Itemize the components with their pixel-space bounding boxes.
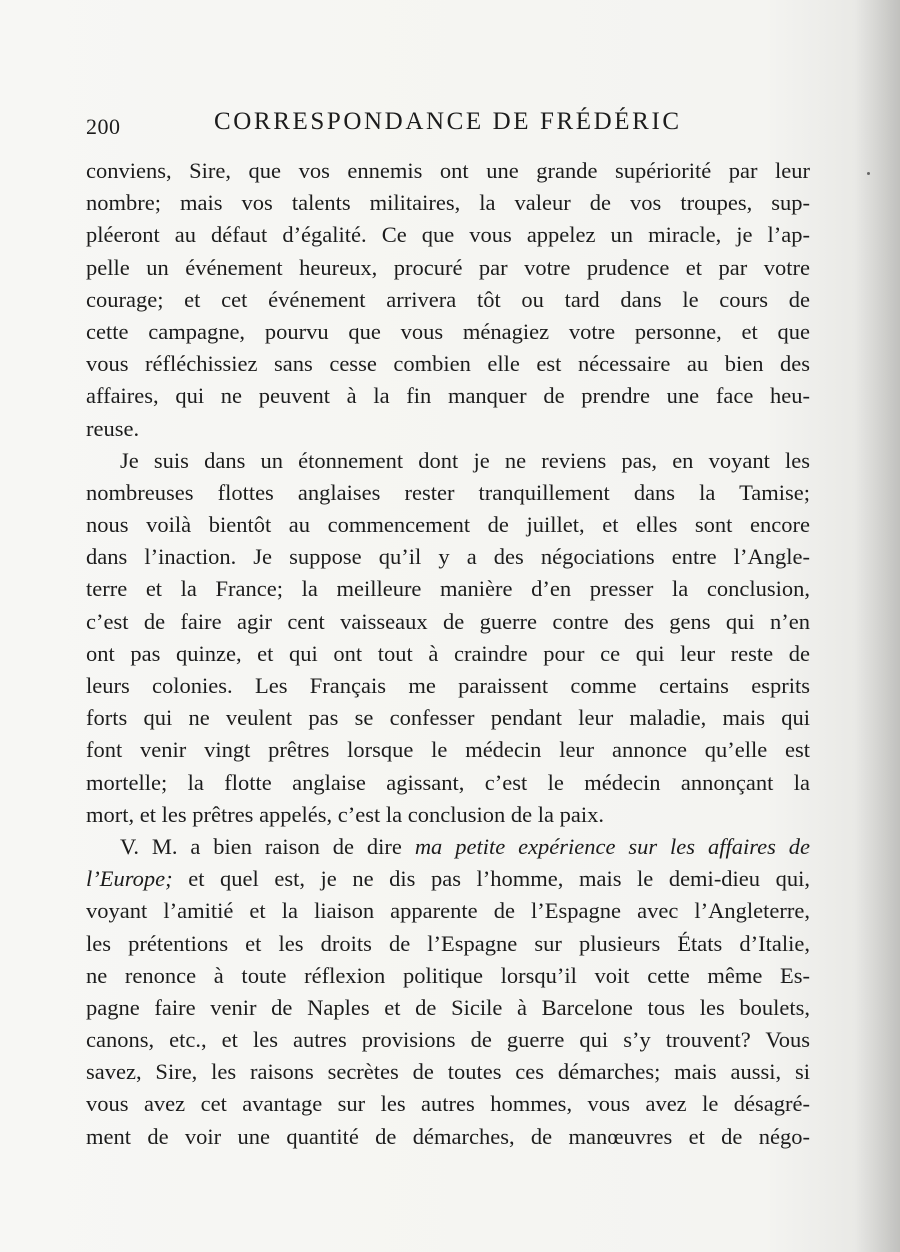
page-edge-shadow	[854, 0, 900, 1252]
text-line: dans l’inaction. Je suppose qu’il y a des négociations entre l’Angle-	[86, 544, 810, 570]
text-line	[86, 831, 810, 863]
text-line: ment de voir une quantité de démarches, de manœuvres et de négo-	[86, 1123, 810, 1149]
text-line: affaires, qui ne peuvent à la fin manquer de prendre une face heu-	[86, 383, 810, 409]
text-line: ont pas quinze, et qui ont tout à craindre pour ce qui leur reste de	[86, 640, 810, 666]
text-line: pagne faire venir de Naples et de Sicile à Barcelone tous les boulets,	[86, 994, 810, 1020]
text-line: Je suis dans un étonnement dont je ne reviens pas, en voyant les	[120, 447, 810, 473]
text-line: cette campagne, pourvu que vous ménagiez votre personne, et que	[86, 318, 810, 344]
running-title: CORRESPONDANCE DE FRÉDÉRIC	[214, 108, 682, 135]
text-line: font venir vingt prêtres lorsque le médecin leur annonce qu’elle est	[86, 737, 810, 763]
text-line: conviens, Sire, que vos ennemis ont une grande supériorité par leur	[86, 158, 810, 183]
text-run: et quel est, je ne dis pas l’homme, mais le demi-dieu qui,	[172, 866, 810, 892]
text-line: pelle un événement heureux, procuré par votre prudence et par votre	[86, 254, 810, 280]
running-head	[86, 108, 810, 142]
text-line: savez, Sire, les raisons secrètes de toutes ces démarches; mais aussi, si	[86, 1059, 810, 1085]
text-line: nous voilà bientôt au commencement de juillet, et elles sont encore	[86, 512, 810, 538]
text-line: forts qui ne veulent pas se confesser pendant leur maladie, mais qui	[86, 705, 810, 731]
text-line: vous réfléchissiez sans cesse combien elle est nécessaire au bien des	[86, 351, 810, 377]
text-line: canons, etc., et les autres provisions de guerre qui s’y trouvent? Vous	[86, 1027, 810, 1053]
text-line: mortelle; la flotte anglaise agissant, c’est le médecin annonçant la	[86, 769, 810, 795]
text-line: reuse.	[86, 415, 140, 441]
text-line: vous avez cet avantage sur les autres hommes, vous avez le désagré-	[86, 1091, 810, 1117]
italic-quote: l’Europe;	[86, 866, 173, 892]
text-line: mort, et les prêtres appelés, c’est la conclusion de la paix.	[86, 801, 604, 827]
text-line	[86, 863, 810, 895]
text-line: leurs colonies. Les Français me paraissent comme certains esprits	[86, 673, 810, 698]
text-run: V. M. a bien raison de dire	[120, 833, 415, 859]
text-line: nombreuses flottes anglaises rester tranquillement dans la Tamise;	[86, 479, 810, 505]
text-line: ne renonce à toute réflexion politique lorsqu’il voit cette même Es-	[86, 962, 810, 988]
page-number: 200	[86, 114, 121, 139]
text-line: nombre; mais vos talents militaires, la valeur de vos troupes, sup-	[86, 190, 810, 216]
italic-quote: ma petite expérience sur les affaires de	[414, 833, 810, 859]
body-text	[86, 155, 810, 1153]
text-line: pléeront au défaut d’égalité. Ce que vous appelez un miracle, je l’ap-	[86, 222, 810, 248]
text-line: c’est de faire agir cent vaisseaux de guerre contre des gens qui n’en	[86, 608, 810, 634]
text-line: voyant l’amitié et la liaison apparente de l’Espagne avec l’Angleterre,	[86, 898, 810, 924]
text-line: terre et la France; la meilleure manière d’en presser la conclusion,	[86, 576, 810, 602]
text-line: courage; et cet événement arrivera tôt ou tard dans le cours de	[86, 286, 810, 312]
paper-speck	[867, 172, 870, 175]
text-line: les prétentions et les droits de l’Espagne sur plusieurs États d’Italie,	[86, 930, 810, 956]
